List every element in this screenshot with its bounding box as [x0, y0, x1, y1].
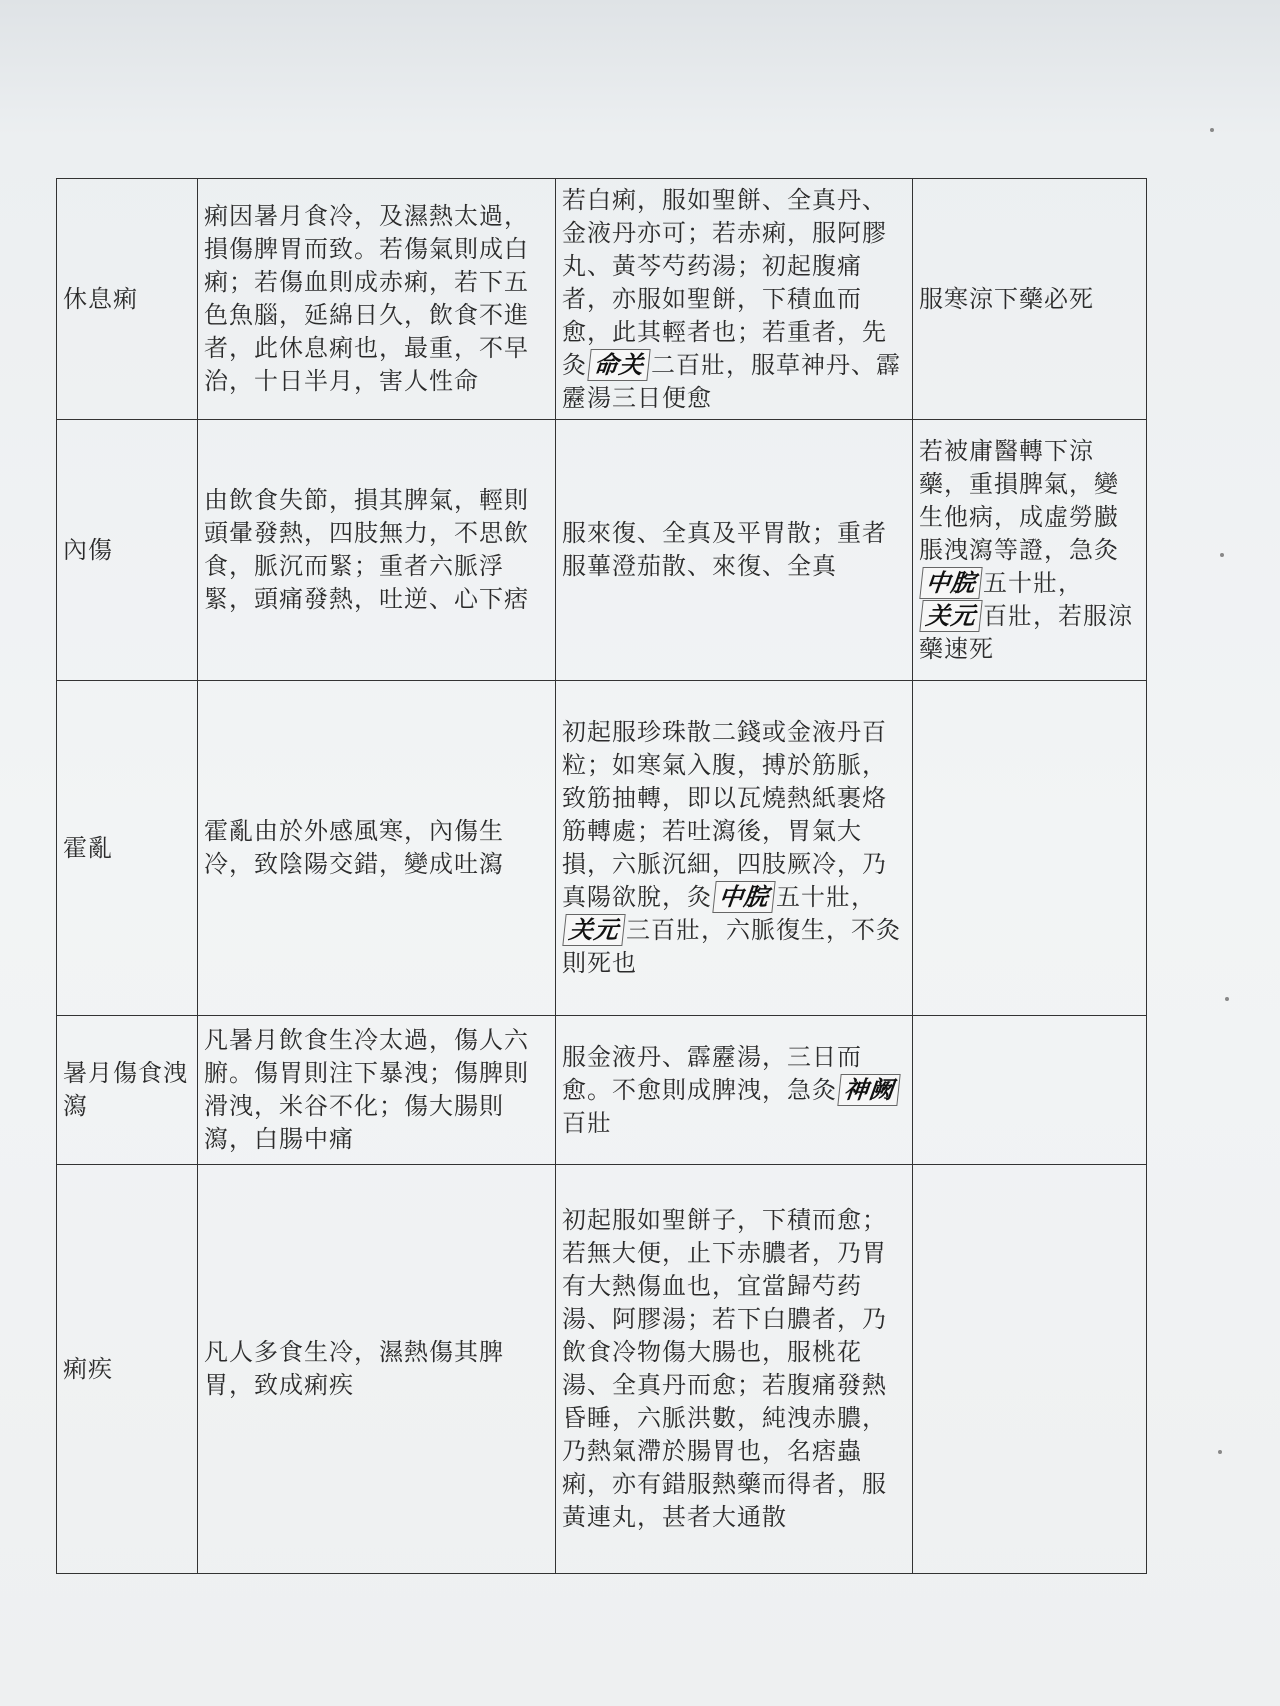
treatment-cell — [556, 681, 913, 1016]
disease-name-cell — [57, 1165, 198, 1574]
cause-text: 由飲食失節，損其脾氣，輕則頭暈發熱，四肢無力，不思飲食，脈沉而緊；重者六脈浮緊，頭痛發熱，吐逆、心下痞 — [204, 486, 529, 613]
treatment-cell — [556, 1165, 913, 1574]
treatment-text: 初起服珍珠散二錢或金液丹百粒；如寒氣入腹，搏於筋脈，致筋抽轉，即以瓦燒熱紙裹烙筋轉處；若吐瀉後，胃氣大損，六脈沉細，四肢厥冷，乃真陽欲脫，灸 — [562, 718, 887, 911]
disease-name-cell — [57, 179, 198, 420]
paper-speck — [1220, 553, 1224, 557]
warning-text: 服寒涼下藥必死 — [919, 284, 1094, 313]
disease-name-cell — [57, 1016, 198, 1165]
treatment-cell — [556, 1016, 913, 1165]
acupoint-handwritten: 命关 — [587, 349, 650, 381]
cause-cell — [198, 1016, 556, 1165]
treatment-text-cont: 百壯 — [562, 1108, 612, 1137]
disease-name-cell — [57, 681, 198, 1016]
warning-cell — [913, 1165, 1147, 1574]
table-row — [57, 179, 1147, 420]
warning-cell — [913, 420, 1147, 681]
cause-cell — [198, 1165, 556, 1574]
cause-cell — [198, 681, 556, 1016]
acupoint-handwritten: 中脘 — [919, 567, 982, 599]
disease-name: 霍亂 — [63, 833, 113, 862]
paper-speck — [1218, 1450, 1222, 1454]
table-row — [57, 681, 1147, 1016]
cause-cell — [198, 420, 556, 681]
table-row — [57, 1016, 1147, 1165]
treatment-text-cont: 二百壯，服草神丹、霹靂湯三日便愈 — [562, 350, 901, 412]
acupoint-handwritten: 关元 — [562, 914, 625, 946]
disease-name: 痢疾 — [63, 1354, 113, 1383]
disease-name-cell — [57, 420, 198, 681]
paper-speck — [1225, 997, 1229, 1001]
warning-cell — [913, 681, 1147, 1016]
treatment-text-end: 三百壯，六脈復生，不灸則死也 — [562, 916, 901, 977]
cause-cell — [198, 179, 556, 420]
cause-text: 凡人多食生冷，濕熱傷其脾胃，致成痢疾 — [204, 1338, 504, 1399]
disease-name: 暑月傷食洩瀉 — [63, 1059, 188, 1120]
treatment-text-cont: 五十壯， — [776, 883, 876, 911]
acupoint-handwritten: 中脘 — [712, 881, 775, 913]
warning-cell — [913, 179, 1147, 420]
paper-speck — [1210, 128, 1214, 132]
warning-text-end: 百壯，若服涼藥速死 — [919, 601, 1133, 663]
disease-treatment-table — [56, 178, 1147, 1574]
treatment-text: 服金液丹、霹靂湯，三日而愈。不愈則成脾洩，急灸 — [562, 1042, 862, 1104]
table-row — [57, 1165, 1147, 1574]
acupoint-handwritten: 神阙 — [837, 1074, 900, 1106]
disease-name: 內傷 — [63, 535, 113, 564]
treatment-cell — [556, 179, 913, 420]
warning-text: 若被庸醫轉下涼藥，重損脾氣，變生他病，成虛勞臌脹洩瀉等證，急灸 — [919, 436, 1119, 564]
treatment-text: 初起服如聖餅子，下積而愈；若無大便，止下赤膿者，乃胃有大熱傷血也，宜當歸芍药湯、阿膠湯；若下白膿者，乃飲食冷物傷大腸也，服桃花湯、全真丹而愈；若腹痛發熱昏睡，六脈洪數，純洩赤膿，乃熱氣滯於腸胃也，名痞蟲痢，亦有錯服熱藥而得者，服黃連丸，甚者大通散 — [562, 1206, 887, 1531]
cause-text: 痢因暑月食冷，及濕熱太過，損傷脾胃而致。若傷氣則成白痢；若傷血則成赤痢，若下五色魚腦，延綿日久，飲食不進者，此休息痢也，最重，不早治，十日半月，害人性命 — [204, 202, 529, 395]
treatment-text: 服來復、全真及平胃散；重者服蓽澄茄散、來復、全真 — [562, 519, 887, 580]
warning-cell — [913, 1016, 1147, 1165]
cause-text: 霍亂由於外感風寒，內傷生冷，致陰陽交錯，變成吐瀉 — [204, 817, 504, 878]
disease-name: 休息痢 — [63, 284, 138, 313]
cause-text: 凡暑月飲食生冷太過，傷人六腑。傷胃則注下暴洩；傷脾則滑洩，米谷不化；傷大腸則瀉，白腸中痛 — [204, 1026, 529, 1153]
treatment-cell — [556, 420, 913, 681]
warning-text-cont: 五十壯， — [983, 568, 1083, 597]
treatment-text: 若白痢，服如聖餅、全真丹、金液丹亦可；若赤痢，服阿膠丸、黃芩芍药湯；初起腹痛者，亦服如聖餅，下積血而愈，此其輕者也；若重者，先灸 — [562, 185, 887, 379]
acupoint-handwritten: 关元 — [919, 600, 982, 632]
table-row — [57, 420, 1147, 681]
